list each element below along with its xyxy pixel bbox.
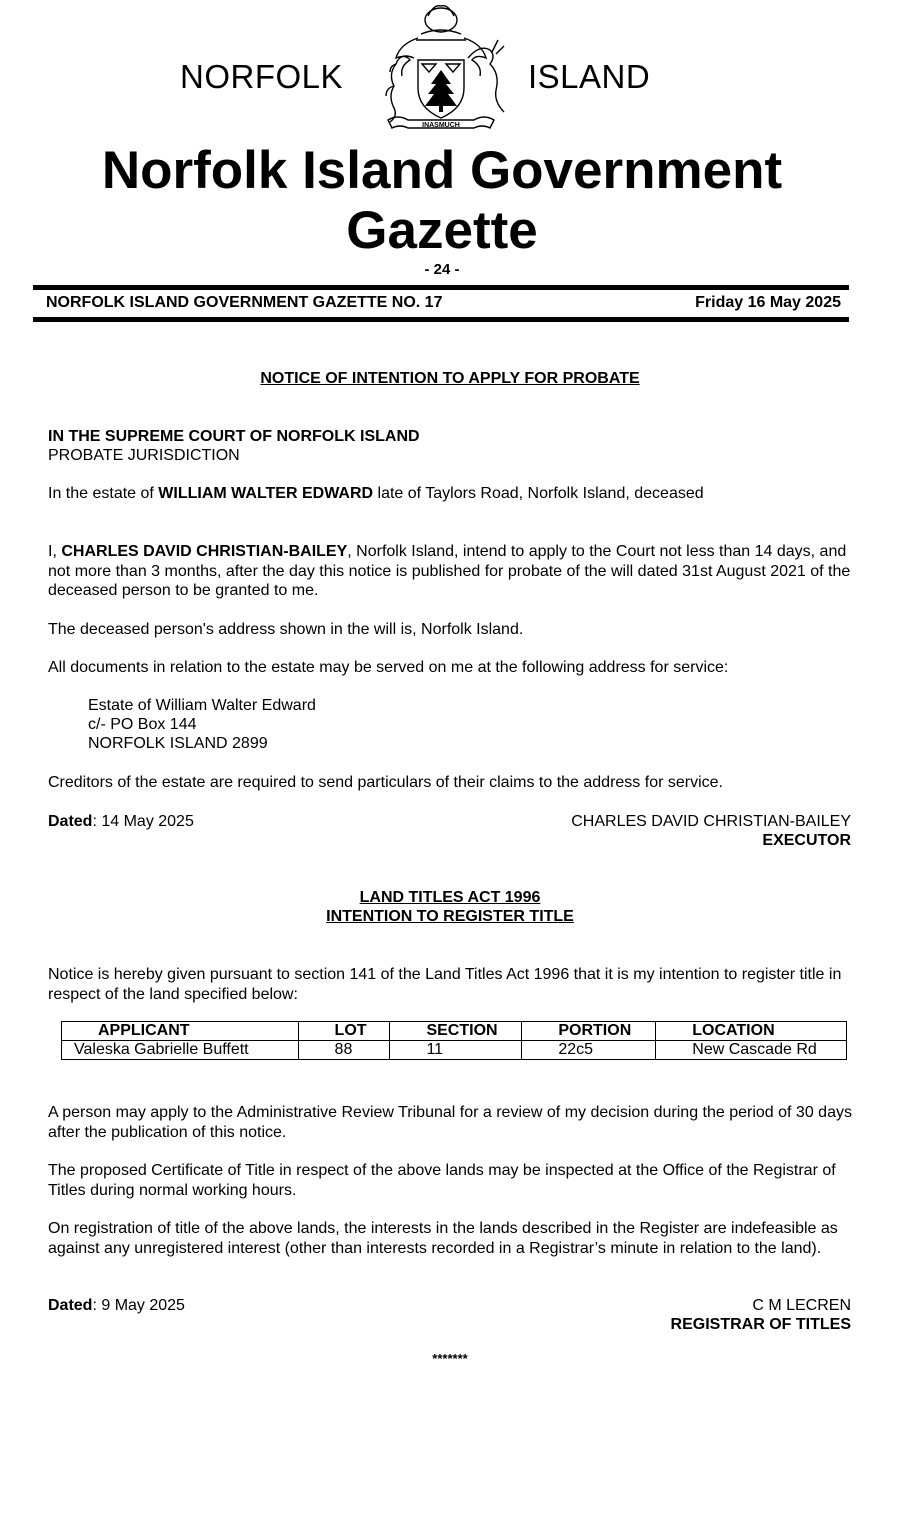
- gazette-title-line1: Norfolk Island Government: [101, 141, 783, 200]
- cell-applicant: Valeska Gabrielle Buffett: [62, 1041, 299, 1060]
- service-address-1: Estate of William Walter Edward: [88, 697, 316, 714]
- crest-motto: INASMUCH: [422, 122, 460, 129]
- service-address-2: c/- PO Box 144: [88, 716, 197, 733]
- gazette-title-line2: Gazette: [346, 201, 538, 260]
- land-dated-label: Dated: [48, 1297, 93, 1314]
- land-heading-2: INTENTION TO REGISTER TITLE: [326, 908, 574, 925]
- inspect-paragraph: The proposed Certificate of Title in respect of the above lands may be inspected at the Office of the Registrar of Titles during normal working hours.: [48, 1162, 836, 1199]
- probate-dated-label: Dated: [48, 813, 93, 830]
- col-location: LOCATION: [656, 1022, 847, 1041]
- court-name: IN THE SUPREME COURT OF NORFOLK ISLAND: [48, 428, 420, 445]
- col-lot: LOT: [298, 1022, 390, 1041]
- cell-section: 11: [390, 1041, 522, 1060]
- service-line: All documents in relation to the estate may be served on me at the following address for service:: [48, 659, 729, 676]
- service-address-3: NORFOLK ISLAND 2899: [88, 735, 268, 752]
- gazette-number: NORFOLK ISLAND GOVERNMENT GAZETTE NO. 17: [46, 294, 443, 311]
- review-paragraph: A person may apply to the Administrative Review Tribunal for a review of my decision during the period of 30 days after the publication of this notice.: [48, 1104, 852, 1141]
- land-signer: C M LECREN: [752, 1297, 851, 1314]
- applicant-name: CHARLES DAVID CHRISTIAN-BAILEY: [61, 543, 348, 560]
- indefeasible-paragraph: On registration of title of the above lands, the interests in the lands described in the Register are indefeasible as against any unregistered interest (other than interests recorded in a Registrar’s minute in relation to the land).: [48, 1220, 838, 1257]
- col-applicant: APPLICANT: [62, 1022, 299, 1041]
- coat-of-arms-icon: [366, 2, 516, 138]
- creditors-line: Creditors of the estate are required to send particulars of their claims to the address for service.: [48, 774, 723, 791]
- applicant-post: , Norfolk Island, intend to apply to the Court not less than 14 days, and not more than 3 months, after the day this notice is published for probate of the will dated 31st August 2021 of the deceased person to be granted to me.: [48, 543, 851, 599]
- land-heading-1: LAND TITLES ACT 1996: [359, 889, 541, 906]
- page-number: - 24 -: [424, 261, 460, 278]
- deceased-name: WILLIAM WALTER EDWARD: [158, 485, 374, 502]
- applicant-paragraph: [48, 542, 852, 601]
- estate-post: late of Taylors Road, Norfolk Island, deceased: [373, 485, 704, 502]
- end-marker: *******: [432, 1351, 468, 1366]
- jurisdiction: PROBATE JURISDICTION: [48, 447, 240, 464]
- table-row: [62, 1041, 847, 1060]
- col-section: SECTION: [390, 1022, 522, 1041]
- probate-heading: NOTICE OF INTENTION TO APPLY FOR PROBATE: [260, 370, 640, 387]
- top-rule: [33, 285, 849, 290]
- land-table: [61, 1021, 847, 1060]
- probate-signer: CHARLES DAVID CHRISTIAN-BAILEY: [571, 813, 851, 830]
- probate-dated: [48, 812, 448, 832]
- deceased-address-line: The deceased person's address shown in the will is, Norfolk Island.: [48, 621, 524, 638]
- cell-portion: 22c5: [522, 1041, 656, 1060]
- land-table-header-row: [62, 1022, 847, 1041]
- applicant-pre: I,: [48, 543, 62, 560]
- estate-pre: In the estate of: [48, 485, 159, 502]
- header-norfolk: NORFOLK: [180, 58, 344, 95]
- bottom-rule: [33, 317, 849, 322]
- gazette-date: Friday 16 May 2025: [695, 294, 841, 311]
- cell-lot: 88: [298, 1041, 390, 1060]
- land-intro: Notice is hereby given pursuant to section 141 of the Land Titles Act 1996 that it is my intention to register title in respect of the land specified below:: [48, 966, 842, 1003]
- probate-signer-role: EXECUTOR: [762, 832, 851, 849]
- estate-line: [48, 484, 852, 504]
- land-signer-role: REGISTRAR OF TITLES: [670, 1316, 851, 1333]
- header-island: ISLAND: [528, 58, 651, 95]
- land-dated: [48, 1296, 448, 1316]
- land-dated-value: : 9 May 2025: [92, 1297, 185, 1314]
- col-portion: PORTION: [522, 1022, 656, 1041]
- cell-location: New Cascade Rd: [656, 1041, 847, 1060]
- probate-dated-value: : 14 May 2025: [92, 813, 194, 830]
